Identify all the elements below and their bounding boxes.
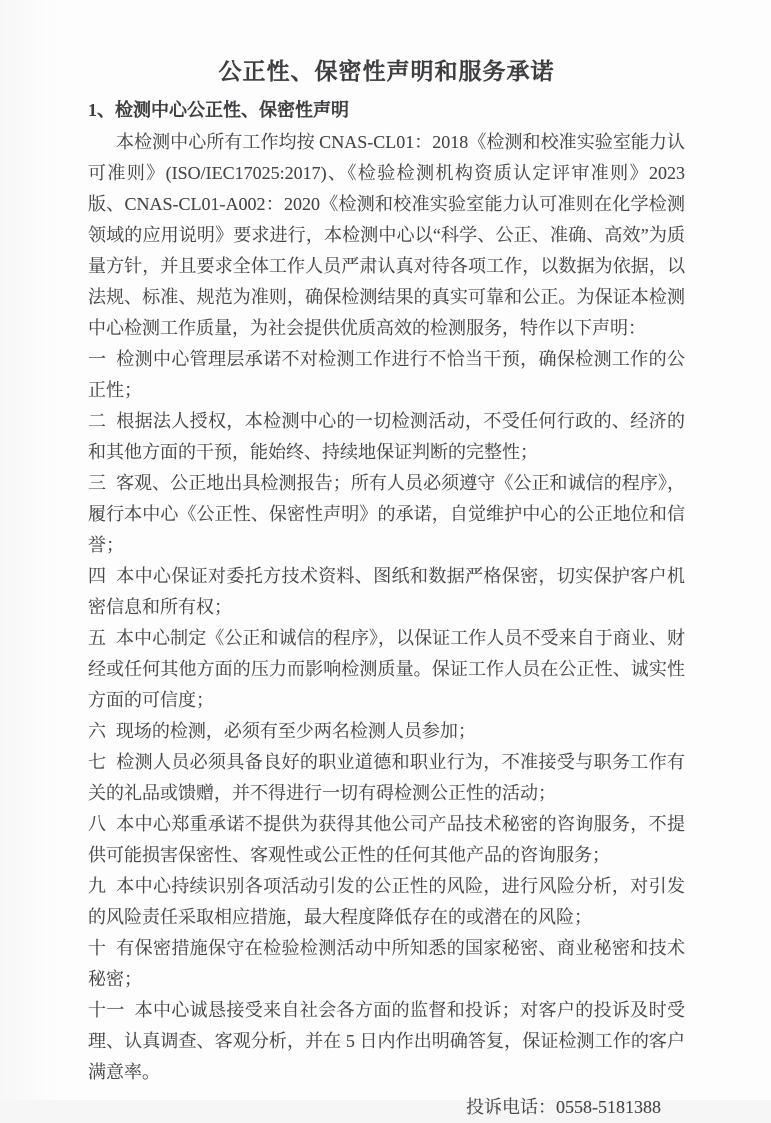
declaration-item-1 xyxy=(88,344,685,406)
declaration-text: 有保密措施保守在检验检测活动中所知悉的国家秘密、商业秘密和技术秘密； xyxy=(88,938,685,989)
document-title: 公正性、保密性声明和服务承诺 xyxy=(218,59,555,84)
declaration-number: 一 xyxy=(88,349,107,369)
declaration-item-11 xyxy=(88,995,685,1088)
declaration-text: 客观、公正地出具检测报告；所有人员必须遵守《公正和诚信的程序》，履行本中心《公正性、保密性声明》的承诺，自觉维护中心的公正地位和信誉； xyxy=(88,473,686,555)
declaration-number: 二 xyxy=(88,411,107,431)
declaration-number: 七 xyxy=(88,752,107,772)
declaration-item-9 xyxy=(88,871,685,933)
declaration-item-4 xyxy=(88,561,685,623)
declaration-number: 六 xyxy=(88,721,106,741)
declaration-item-5 xyxy=(88,623,685,716)
declaration-number: 九 xyxy=(88,876,107,896)
declaration-item-2 xyxy=(88,406,685,468)
declaration-item-7 xyxy=(88,747,685,809)
declaration-number: 十一 xyxy=(88,1000,125,1020)
declaration-item-3 xyxy=(88,468,685,561)
declaration-text: 本中心诚恳接受来自社会各方面的监督和投诉；对客户的投诉及时受理、认真调查、客观分析，并在 5 日内作出明确答复，保证检测工作的客户满意率。 xyxy=(88,1000,685,1082)
declaration-number: 四 xyxy=(88,566,107,586)
declaration-number: 十 xyxy=(88,938,107,958)
declaration-item-6 xyxy=(88,716,685,747)
declaration-text: 检测人员必须具备良好的职业道德和职业行为，不准接受与职务工作有关的礼品或馈赠，并不得进行一切有碍检测公正性的活动； xyxy=(88,752,685,803)
declaration-text: 检测中心管理层承诺不对检测工作进行不恰当干预，确保检测工作的公正性； xyxy=(88,349,685,400)
declaration-text: 根据法人授权，本检测中心的一切检测活动，不受任何行政的、经济的和其他方面的干预，能始终、持续地保证判断的完整性； xyxy=(88,411,685,462)
section-heading: 1、检测中心公正性、保密性声明 xyxy=(88,100,349,120)
complaint-phone-label: 投诉电话： xyxy=(466,1097,556,1117)
declaration-item-10 xyxy=(88,933,685,995)
declaration-number: 三 xyxy=(88,473,107,493)
declaration-text: 本中心保证对委托方技术资料、图纸和数据严格保密，切实保护客户机密信息和所有权； xyxy=(88,566,685,617)
complaint-phone-line xyxy=(88,1092,685,1123)
intro-paragraph: 本检测中心所有工作均按 CNAS-CL01：2018《检测和校准实验室能力认可准则》(ISO/IEC17025:2017)、《检验检测机构资质认定评审准则》2023 版、CNAS-CL01-A002：2020《检测和校准实验室能力认可准则在化学检测领域的应用说明》要求进行，本检测中心以“科学、公正、准确、高效”为质量方针，并且要求全体工作人员严肃认真对待各项工作，以数据为依据，以法规、标准、规范为准则，确保检测结果的真实可靠和公正。为保证本检测中心检测工作质量，为社会提供优质高效的检测服务，特作以下声明： xyxy=(88,132,685,338)
declaration-number: 五 xyxy=(88,628,107,648)
declaration-item-8 xyxy=(88,809,685,871)
declaration-number: 八 xyxy=(88,814,107,834)
declaration-text: 本中心制定《公正和诚信的程序》，以保证工作人员不受来自于商业、财经或任何其他方面的压力而影响检测质量。保证工作人员在公正性、诚实性方面的可信度； xyxy=(88,628,686,710)
declaration-text: 本中心郑重承诺不提供为获得其他公司产品技术秘密的咨询服务，不提供可能损害保密性、客观性或公正性的任何其他产品的咨询服务； xyxy=(88,814,685,865)
declaration-text: 本中心持续识别各项活动引发的公正性的风险，进行风险分析，对引发的风险责任采取相应措施，最大程度降低存在的或潜在的风险； xyxy=(88,876,685,927)
declaration-text: 现场的检测，必须有至少两名检测人员参加； xyxy=(115,721,476,741)
complaint-phone-number: 0558-5181388 xyxy=(556,1097,661,1117)
